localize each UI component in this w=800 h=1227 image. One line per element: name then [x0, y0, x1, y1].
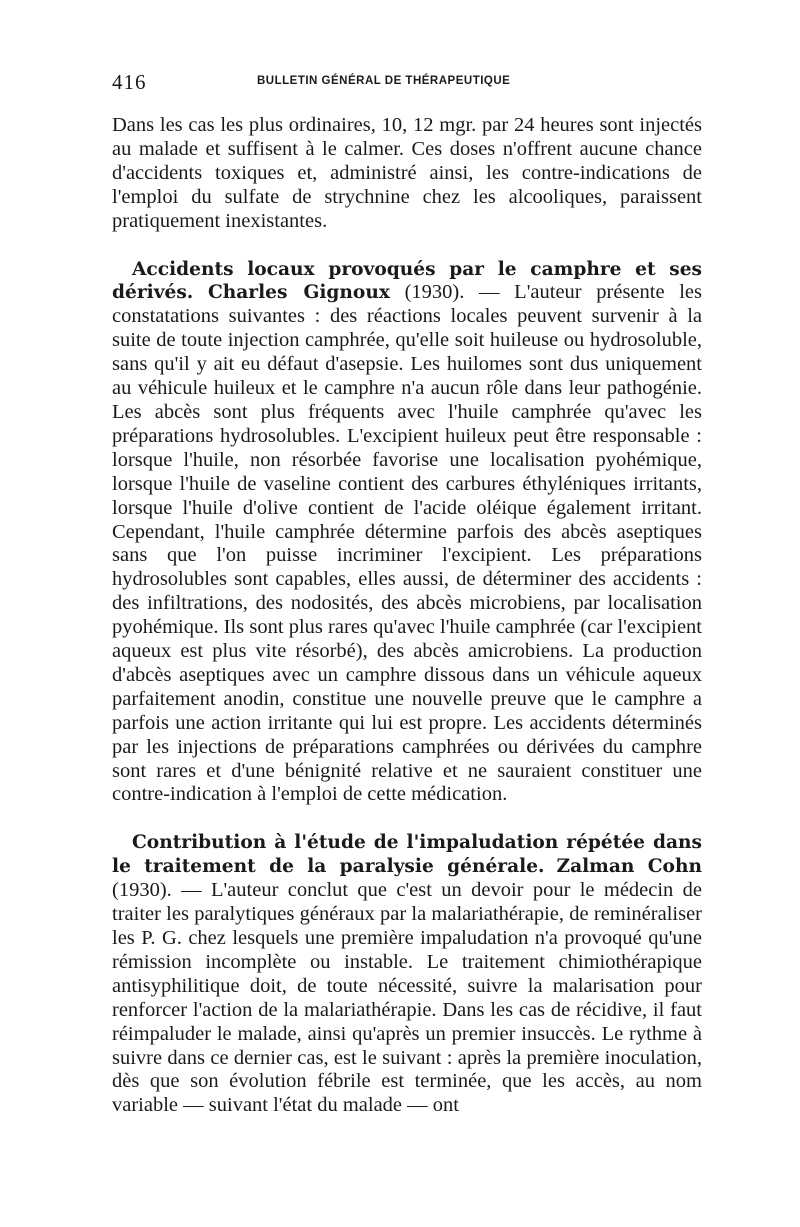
- abstract-author: Charles Gignoux: [207, 282, 390, 304]
- page: [112, 70, 702, 1118]
- abstract-camphre: [112, 258, 702, 808]
- article-body: [112, 114, 702, 1118]
- abstract-text: — L'auteur présente les constatations suivantes : des réactions locales peuvent survenir à la suite de toute injection camphrée, qu'elle soit huileuse ou hydrosoluble, sans qu'il y ait eu défaut d'asepsie. Les huilomes sont dus uniquement au véhicule huileux et le camphre n'a aucun rôle dans leur pathogénie. Les abcès sont plus fréquents avec l'huile camphrée qu'avec les préparations hydrosolubles. L'excipient huileux peut être responsable : lorsque l'huile, non résorbée favorise une localisation pyohémique, lorsque l'huile de vaseline contient des carbures éthyléniques irritants, lorsque l'huile d'olive contient de l'acide oléique également irritant. Cependant, l'huile camphrée détermine parfois des abcès aseptiques sans que l'on puisse incriminer l'excipient. Les préparations hydrosolubles sont capables, elles aussi, de déterminer des accidents : des infiltrations, des nodosités, des abcès microbiens, par localisation pyohémique. Ils sont plus rares qu'avec l'huile camphrée (car l'excipient aqueux est plus vite résorbé), des abcès amicrobiens. La production d'abcès aseptiques avec un camphre dissous dans un véhicule aqueux parfaitement anodin, constitue une nouvelle preuve que le camphre a parfois une action irritante qui lui est propre. Les accidents déterminés par les injections de préparations camphrées ou dérivées du camphre sont rares et d'une bénignité relative et ne sauraient constituer une contre-indication à l'emploi de cette médication.: [112, 281, 702, 806]
- abstract-citation: (1930).: [404, 281, 465, 304]
- running-head: [112, 70, 702, 94]
- abstract-title: Accidents locaux provoqués par le camphre et ses dérivés.: [112, 258, 702, 304]
- page-number: 416: [112, 70, 147, 94]
- abstract-impaludation: [112, 831, 702, 1118]
- abstract-title: Contribution à l'étude de l'impaludation répétée dans le traitement de la paralysie générale.: [112, 832, 702, 878]
- abstract-text: — L'auteur conclut que c'est un devoir pour le médecin de traiter les paralytiques généraux par la malariathérapie, de reminéraliser les P. G. chez lesquels une première impaludation n'a provoqué qu'une rémission incomplète ou instable. Le traitement chimiothérapique antisyphilitique doit, de toute nécessité, suivre la malarisation pour renforcer l'action de la malariathérapie. Dans les cas de récidive, il faut réimpaluder le malade, ainsi qu'après un premier insuccès. Le rythme à suivre dans ce dernier cas, est le suivant : après la première inoculation, dès que son évolution fébrile est terminée, que les accès, au nom variable — suivant l'état du malade — ont: [112, 879, 703, 1117]
- abstract-citation: (1930).: [112, 879, 172, 902]
- paragraph-strychnine: [112, 114, 702, 234]
- paragraph-text: Dans les cas les plus ordinaires, 10, 12 mgr. par 24 heures sont injectés au malade et suffisent à le calmer. Ces doses n'offrent aucune chance d'accidents toxiques et, administré ainsi, les contre-indications de l'emploi du sulfate de strychnine chez les alcooliques, paraissent pratiquement inexistantes.: [112, 114, 702, 232]
- journal-title: BULLETIN GÉNÉRAL DE THÉRAPEUTIQUE: [257, 75, 511, 87]
- abstract-author: Zalman Cohn: [556, 856, 702, 878]
